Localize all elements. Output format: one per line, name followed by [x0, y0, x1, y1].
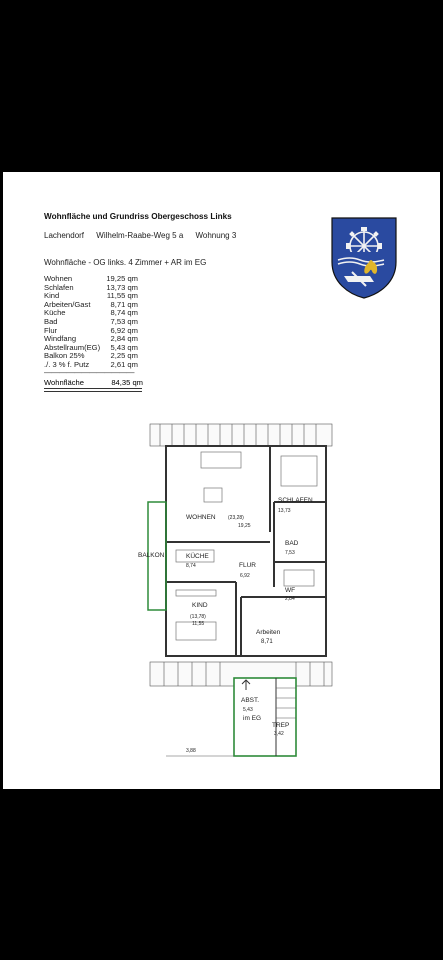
room-list [44, 275, 138, 370]
svg-text:19,25: 19,25 [238, 523, 251, 529]
svg-text:8,74: 8,74 [186, 563, 196, 569]
svg-text:(13,78): (13,78) [190, 614, 206, 620]
svg-text:7,53: 7,53 [285, 550, 295, 556]
room-row: Bad 7,53 qm [44, 316, 138, 326]
svg-text:(23,28): (23,28) [228, 515, 244, 521]
document-page [3, 172, 440, 789]
floor-plan [138, 422, 336, 772]
plan-label-kueche: KÜCHE [186, 553, 209, 560]
total-label: Wohnfläche [44, 378, 84, 387]
plan-label-wohnen: WOHNEN [186, 514, 216, 521]
address-line [44, 231, 246, 240]
svg-text:6,92: 6,92 [240, 573, 250, 579]
svg-text:3,42: 3,42 [274, 731, 284, 737]
plan-label-arbeiten: Arbeiten [256, 629, 281, 636]
plan-label-wf: WF [285, 587, 296, 594]
svg-text:8,71: 8,71 [261, 639, 273, 645]
subtitle: Wohnfläche - OG links. 4 Zimmer + AR im EG [44, 258, 207, 267]
room-row: Abstellraum(EG) 5,43 qm [44, 342, 138, 352]
room-row: Wohnen 19,25 qm [44, 274, 138, 283]
plan-label-balkon: BALKON [138, 552, 165, 559]
room-row: Küche 8,74 qm [44, 308, 138, 318]
plan-label-trep: TREP [272, 722, 290, 729]
room-row: Flur 6,92 qm [44, 325, 138, 335]
address-unit: Wohnung 3 [195, 231, 237, 240]
total-value: 84,35 qm [111, 378, 143, 387]
double-underline [44, 388, 142, 392]
room-row: Arbeiten/Gast 8,71 qm [44, 299, 138, 309]
svg-text:11,55: 11,55 [192, 621, 205, 627]
room-row: Schlafen 13,73 qm [44, 282, 138, 292]
plan-dimension: 3,88 [186, 748, 196, 754]
plan-label-bad: BAD [285, 540, 299, 547]
plan-label-abst: ABST. [241, 697, 260, 704]
plan-label-flur: FLUR [239, 562, 256, 569]
plan-label-kind: KIND [192, 602, 208, 609]
address-street: Wilhelm-Raabe-Weg 5 a [96, 231, 184, 240]
separator-dashes: ———————————— [44, 368, 134, 377]
lachendorf-coat-of-arms-icon [330, 216, 398, 300]
room-row: Kind 11,55 qm [44, 291, 138, 301]
page-title: Wohnfläche und Grundriss Obergeschoss Links [44, 212, 232, 221]
room-row: Balkon 25% 2,25 qm [44, 351, 138, 361]
room-row: Windfang 2,84 qm [44, 334, 138, 344]
address-place: Lachendorf [44, 231, 85, 240]
svg-text:5,43: 5,43 [243, 707, 253, 713]
plan-label-im-eg: im EG [243, 715, 262, 722]
plan-label-schlafen: SCHLAFEN [278, 497, 313, 504]
svg-text:2,84: 2,84 [285, 596, 295, 602]
total-row [44, 378, 143, 387]
room-row: ./. 3 % f. Putz 2,61 qm [44, 359, 138, 369]
svg-text:13,73: 13,73 [278, 508, 291, 514]
